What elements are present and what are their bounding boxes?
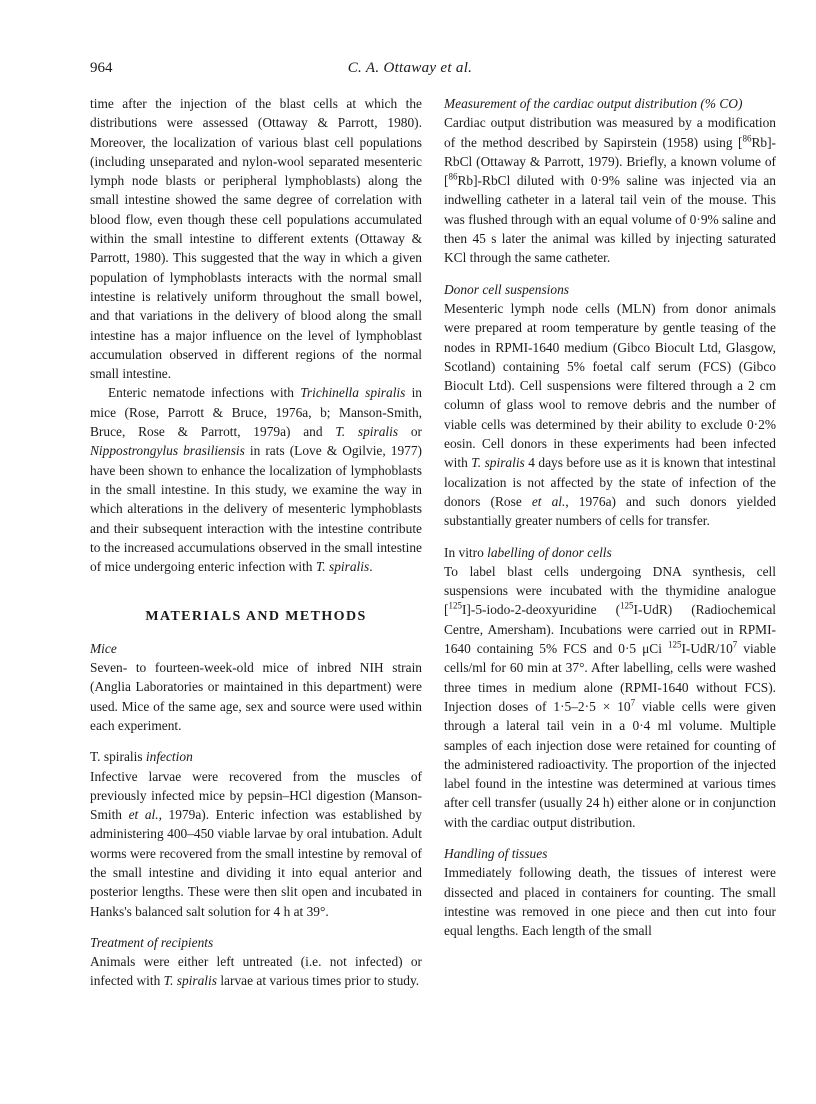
mice-heading: Mice	[90, 640, 117, 656]
intro-paragraph-1: time after the injection of the blast cells at which the distributions were assessed (Ottaway & Parrott, 1980). Moreover, the localization of various blast cell populations (including unseparated and nylon-wool separated mesenteric lymph node blasts or peripheral lymphoblasts) along the small intestine showed the same degree of correlation with blood flow, even though these cell populations accumulated within the small intestine to different extents (Ottaway & Parrott, 1980). This suggested that the way in which a given population of lymphoblasts interacts with the normal small intestine is relatively uniform throughout the small bowel, and that variations in the delivery of blood along the small intestine has a major influence on the level of lymphoblast accumulation observed in different regions of the normal small intestine.	[90, 96, 422, 382]
section-title: MATERIALS AND METHODS	[145, 609, 367, 625]
right-column	[444, 94, 776, 940]
page-header	[90, 60, 730, 82]
mice-text: Seven- to fourteen-week-old mice of inbred NIH strain (Anglia Laboratories or maintained in this department) were used. Mice of the same age, sex and source were used within each experiment.	[90, 660, 422, 733]
infection-heading: T. spiralis infection	[90, 749, 193, 765]
cardiac-output-heading: Measurement of the cardiac output distribution (% CO)	[444, 96, 743, 111]
donor-heading: Donor cell suspensions	[444, 281, 569, 297]
labelling-heading: In vitro labelling of donor cells	[444, 544, 612, 560]
treatment-heading: Treatment of recipients	[90, 934, 214, 950]
running-head: C. A. Ottaway et al.	[347, 60, 473, 76]
treatment-text: Animals were either left untreated (i.e. not infected) or infected with T. spiralis larvae at various times prior to study.	[90, 954, 422, 989]
left-column	[90, 94, 422, 991]
labelling-text: To label blast cells undergoing DNA synthesis, cell suspensions were incubated with the thymidine analogue [$^{125}$I]-5-iodo-2-deoxyuridine ($^{125}$I-UdR) (Radiochemical Centre, Amersham). Incubations were carried out in RPMI-1640 containing 5% FCS and 0·5 μCi $^{125}I-UdR/10^7$ viable cells/ml for 60 min at 37°. After labelling, cells were washed three times in medium alone (RPMI-1640 without FCS). Injection doses of $1\cdot 5-2\cdot 5 \times 10^7$ viable cells were given through a lateral tail vein in a 0·4 ml volume. Multiple samples of each injection dose were retained for counting of the administered radioactivity. The proportion of the injected label found in the intestine was determined at various times after cell transfer (usually 24 h) either alone or in conjunction with the cardiac output distribution.	[444, 563, 776, 830]
cardiac-output-text: Cardiac output distribution was measured by a modification of the method described by Sapirstein (1958) using [$^{86}$Rb]-RbCl (Ottaway & Parrott, 1979). Briefly, a known volume of [$^{86}$Rb]-RbCl diluted with 0·9% saline was injected via an indwelling catheter in a lateral tail vein of the mouse. This was flushed through with an equal volume of 0·9% saline and then 45 s later the animal was killed by injecting saturated KCl through the same catheter.	[444, 115, 776, 266]
infection-text: Infective larvae were recovered from the muscles of previously infected mice by pepsin–HCl digestion (Manson-Smith et al., 1979a). Enteric infection was established by administering 400–450 viable larvae by oral intubation. Adult worms were recovered from the small intestine by removal of the small intestine and dividing it into equal anterior and posterior lengths. These were then slit open and incubated in Hanks's balanced salt solution for 4 h at 39°.	[90, 768, 422, 919]
handling-text: Immediately following death, the tissues of interest were dissected and placed in containers for counting. The small intestine was removed in one piece and then cut into four equal lengths. Each length of the small	[444, 865, 776, 939]
page-number: 964	[90, 60, 113, 76]
donor-text: Mesenteric lymph node cells (MLN) from donor animals were prepared at room temperature by gentle teasing of the nodes in RPMI-1640 medium (Gibco Biocult Ltd, Glasgow, Scotland) containing 5% foetal calf serum (FCS) (Gibco Biocult Ltd). Cell suspensions were filtered through a 2 cm column of glass wool to remove debris and the number of viable cells was determined by their ability to exclude 0·2% eosin. Cell donors in these experiments had been infected with T. spiralis 4 days before use as it is known that intestinal localization is not affected by the state of infection of the donors (Rose et al., 1976a) and such donors yielded substantially greater numbers of cells for transfer.	[444, 300, 777, 529]
handling-heading: Handling of tissues	[444, 845, 548, 861]
intro-paragraph-2: Enteric nematode infections with Trichinella spiralis in mice (Rose, Parrott & Bruce, 1976a, b; Manson-Smith, Bruce, Rose & Parrott, 1979a) and T. spiralis or Nippostrongylus brasiliensis in rats (Love & Ogilvie, 1977) have been shown to enhance the localization of lymphoblasts in the small intestine. In this study, we examine the way in which alterations in the delivery of mesenteric lymphoblasts and their subsequent interaction with the intestine contribute to the increased accumulations observed in the small intestine of mice undergoing enteric infection with T. spiralis.	[90, 385, 423, 575]
